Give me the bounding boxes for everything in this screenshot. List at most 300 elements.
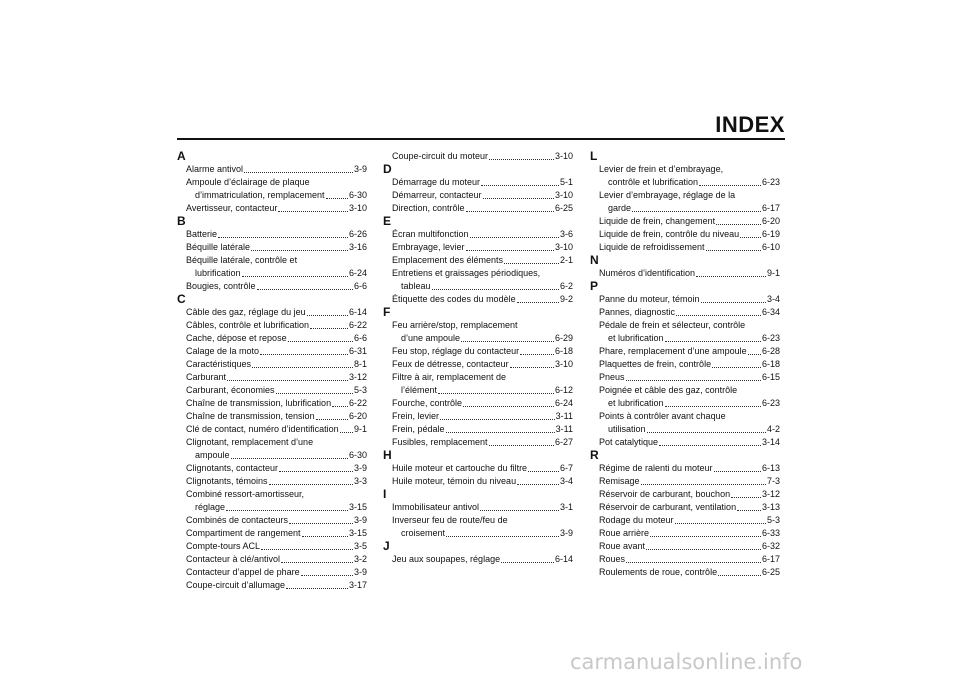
dot-leader bbox=[463, 405, 554, 407]
index-entry bbox=[177, 410, 367, 423]
index-entry-page: 6-27 bbox=[554, 437, 573, 447]
index-entry bbox=[383, 501, 573, 514]
index-entry-text: Démarrage du moteur bbox=[392, 177, 481, 187]
index-entry bbox=[590, 215, 780, 228]
index-entry-line: Poignée et câble des gaz, contrôle bbox=[599, 385, 738, 395]
index-entry-text: Frein, pédale bbox=[392, 424, 445, 434]
index-entry-text: Réservoir de carburant, bouchon bbox=[599, 489, 731, 499]
index-entry bbox=[383, 553, 573, 566]
index-entry-text: d’immatriculation, remplacement bbox=[195, 190, 325, 200]
index-column-1 bbox=[177, 150, 367, 592]
dot-leader bbox=[517, 301, 559, 303]
index-entry bbox=[590, 332, 780, 345]
index-entry-text: Embrayage, levier bbox=[392, 242, 465, 252]
index-letter-a: A bbox=[177, 149, 186, 163]
index-entry bbox=[177, 163, 367, 176]
index-entry-page: 3-9 bbox=[353, 463, 367, 473]
index-entry-page: 6-13 bbox=[761, 463, 780, 473]
index-entry-page: 6-30 bbox=[348, 190, 367, 200]
index-entry-page: 6-25 bbox=[761, 567, 780, 577]
index-entry-page: 3-9 bbox=[353, 515, 367, 525]
index-entry-text: Liquide de refroidissement bbox=[599, 242, 705, 252]
index-entry-text: garde bbox=[608, 203, 632, 213]
index-entry-text: Avertisseur, contacteur bbox=[186, 203, 278, 213]
index-entry bbox=[383, 189, 573, 202]
index-entry-page: 3-3 bbox=[353, 476, 367, 486]
index-entry-text: Roulements de roue, contrôle bbox=[599, 567, 718, 577]
index-entry-text: Contacteur à clé/antivol bbox=[186, 554, 281, 564]
dot-leader bbox=[489, 444, 554, 446]
index-entry bbox=[177, 540, 367, 553]
index-entry-page: 6-18 bbox=[761, 359, 780, 369]
dot-leader bbox=[244, 171, 353, 173]
dot-leader bbox=[446, 535, 559, 537]
index-entry-text: Clé de contact, numéro d’identification bbox=[186, 424, 339, 434]
index-entry-page: 6-18 bbox=[554, 346, 573, 356]
index-entry-text: Carburant, économies bbox=[186, 385, 275, 395]
dot-leader bbox=[466, 249, 554, 251]
index-entry-line: Clignotant, remplacement d’une bbox=[186, 437, 314, 447]
index-entry-text: Huile moteur, témoin du niveau bbox=[392, 476, 517, 486]
index-entry-line: Feu arrière/stop, remplacement bbox=[392, 320, 518, 330]
index-entry-text: Démarreur, contacteur bbox=[392, 190, 482, 200]
index-entry-text: Liquide de frein, changement bbox=[599, 216, 716, 226]
index-entry bbox=[177, 306, 367, 319]
index-letter-r: R bbox=[590, 448, 599, 462]
index-entry-page: 3-12 bbox=[348, 372, 367, 382]
index-entry-page: 6-23 bbox=[761, 333, 780, 343]
index-entry bbox=[177, 514, 367, 527]
index-entry bbox=[177, 462, 367, 475]
index-entry bbox=[177, 423, 367, 436]
index-entry bbox=[383, 423, 573, 436]
index-entry bbox=[177, 228, 367, 241]
index-entry-text: Cache, dépose et repose bbox=[186, 333, 287, 343]
index-entry bbox=[590, 345, 780, 358]
index-entry-page: 8-1 bbox=[353, 359, 367, 369]
index-entry bbox=[590, 488, 780, 501]
index-entry-text: Feu stop, réglage du contacteur bbox=[392, 346, 520, 356]
index-entry bbox=[177, 566, 367, 579]
index-entry bbox=[590, 176, 780, 189]
index-letter-f: F bbox=[383, 305, 391, 319]
index-entry-text: Roue avant bbox=[599, 541, 646, 551]
header-rule bbox=[177, 138, 785, 140]
dot-leader bbox=[641, 483, 766, 485]
index-entry bbox=[177, 501, 367, 514]
index-entry-text: Fusibles, remplacement bbox=[392, 437, 488, 447]
index-entry bbox=[383, 280, 573, 293]
dot-leader bbox=[438, 392, 554, 394]
dot-leader bbox=[446, 431, 555, 433]
index-letter-p: P bbox=[590, 279, 599, 293]
index-entry-page: 6-7 bbox=[559, 463, 573, 473]
index-entry-page: 3-10 bbox=[554, 242, 573, 252]
index-entry-text: Remisage bbox=[599, 476, 640, 486]
index-entry-page: 3-10 bbox=[554, 151, 573, 161]
index-entry-page: 3-15 bbox=[348, 528, 367, 538]
index-entry-page: 6-33 bbox=[761, 528, 780, 538]
index-entry bbox=[177, 280, 367, 293]
index-entry-page: 6-20 bbox=[348, 411, 367, 421]
index-entry bbox=[177, 449, 367, 462]
dot-leader bbox=[316, 418, 348, 420]
index-entry-text: et lubrification bbox=[608, 333, 664, 343]
index-entry-text: Béquille latérale bbox=[186, 242, 251, 252]
index-column-3 bbox=[590, 150, 780, 579]
dot-leader bbox=[276, 392, 353, 394]
index-entry-text: tableau bbox=[401, 281, 431, 291]
index-letter-c: C bbox=[177, 292, 186, 306]
index-entry-page: 3-9 bbox=[559, 528, 573, 538]
index-entry bbox=[177, 397, 367, 410]
index-entry-page: 7-3 bbox=[766, 476, 780, 486]
index-entry-text: Panne du moteur, témoin bbox=[599, 294, 700, 304]
index-entry-line: Points à contrôler avant chaque bbox=[599, 411, 726, 421]
index-entry-page: 3-6 bbox=[559, 229, 573, 239]
index-entry-line: Levier d’embrayage, réglage de la bbox=[599, 190, 736, 200]
index-entry-text: Chaîne de transmission, tension bbox=[186, 411, 315, 421]
index-entry bbox=[590, 241, 780, 254]
dot-leader bbox=[231, 457, 348, 459]
index-entry-page: 6-30 bbox=[348, 450, 367, 460]
index-entry-page: 6-6 bbox=[353, 281, 367, 291]
index-entry bbox=[177, 475, 367, 488]
index-entry-page: 6-12 bbox=[554, 385, 573, 395]
dot-leader bbox=[278, 210, 348, 212]
index-entry-text: l’élément bbox=[401, 385, 438, 395]
dot-leader bbox=[279, 470, 353, 472]
dot-leader bbox=[257, 288, 353, 290]
index-entry bbox=[383, 436, 573, 449]
index-entry-page: 3-16 bbox=[348, 242, 367, 252]
index-entry bbox=[383, 176, 573, 189]
index-entry bbox=[177, 579, 367, 592]
dot-leader bbox=[740, 236, 761, 238]
index-entry-page: 6-2 bbox=[559, 281, 573, 291]
dot-leader bbox=[481, 184, 559, 186]
index-entry-text: Câbles, contrôle et lubrification bbox=[186, 320, 310, 330]
dot-leader bbox=[466, 210, 554, 212]
dot-leader bbox=[289, 522, 353, 524]
dot-leader bbox=[528, 470, 559, 472]
index-entry-page: 3-11 bbox=[555, 424, 573, 434]
dot-leader bbox=[696, 275, 766, 277]
dot-leader bbox=[665, 405, 761, 407]
dot-leader bbox=[470, 236, 559, 238]
dot-leader bbox=[714, 470, 761, 472]
index-letter-e: E bbox=[383, 214, 392, 228]
index-entry bbox=[590, 540, 780, 553]
dot-leader bbox=[340, 431, 353, 433]
dot-leader bbox=[517, 483, 559, 485]
index-entry bbox=[177, 319, 367, 332]
index-entry-page: 3-12 bbox=[761, 489, 780, 499]
dot-leader bbox=[650, 535, 761, 537]
index-column-2 bbox=[383, 150, 573, 566]
index-entry-text: Jeu aux soupapes, réglage bbox=[392, 554, 501, 564]
index-entry-text: Étiquette des codes du modèle bbox=[392, 294, 516, 304]
dot-leader bbox=[659, 444, 761, 446]
index-entry-page: 4-2 bbox=[766, 424, 780, 434]
index-entry-page: 6-24 bbox=[348, 268, 367, 278]
dot-leader bbox=[227, 379, 348, 381]
index-entry bbox=[177, 358, 367, 371]
index-entry-page: 3-13 bbox=[761, 502, 780, 512]
dot-leader bbox=[646, 548, 761, 550]
index-entry-page: 3-15 bbox=[348, 502, 367, 512]
dot-leader bbox=[626, 379, 761, 381]
index-entry-text: Câble des gaz, réglage du jeu bbox=[186, 307, 306, 317]
dot-leader bbox=[716, 223, 761, 225]
index-letter-b: B bbox=[177, 214, 186, 228]
index-entry-text: Rodage du moteur bbox=[599, 515, 674, 525]
index-entry-text: Roues bbox=[599, 554, 626, 564]
dot-leader bbox=[332, 405, 348, 407]
dot-leader bbox=[501, 561, 554, 563]
dot-leader bbox=[302, 535, 348, 537]
index-entry-page: 6-26 bbox=[348, 229, 367, 239]
index-entry-line: Ampoule d’éclairage de plaque bbox=[186, 177, 310, 187]
dot-leader bbox=[326, 197, 348, 199]
dot-leader bbox=[301, 574, 353, 576]
index-entry bbox=[177, 241, 367, 254]
dot-leader bbox=[440, 418, 555, 420]
index-entry bbox=[590, 397, 780, 410]
dot-leader bbox=[310, 327, 348, 329]
index-entry-line: Combiné ressort-amortisseur, bbox=[186, 489, 305, 499]
dot-leader bbox=[712, 366, 761, 368]
index-entry bbox=[383, 202, 573, 215]
index-entry bbox=[590, 228, 780, 241]
dot-leader bbox=[520, 353, 554, 355]
index-entry-text: Régime de ralenti du moteur bbox=[599, 463, 713, 473]
index-entry-text: Numéros d’identification bbox=[599, 268, 696, 278]
index-entry-page: 3-10 bbox=[348, 203, 367, 213]
index-entry bbox=[177, 202, 367, 215]
index-entry bbox=[383, 345, 573, 358]
index-entry bbox=[177, 189, 367, 202]
dot-leader bbox=[731, 496, 761, 498]
index-entry-text: Coupe-circuit du moteur bbox=[392, 151, 489, 161]
dot-leader bbox=[242, 275, 348, 277]
index-entry bbox=[177, 384, 367, 397]
index-entry-text: Combinés de contacteurs bbox=[186, 515, 289, 525]
index-entry bbox=[177, 267, 367, 280]
index-entry-line: Filtre à air, remplacement de bbox=[392, 372, 507, 382]
dot-leader bbox=[288, 340, 353, 342]
index-entry bbox=[590, 436, 780, 449]
index-entry bbox=[590, 514, 780, 527]
index-entry-page: 6-17 bbox=[761, 554, 780, 564]
dot-leader bbox=[480, 509, 559, 511]
index-letter-h: H bbox=[383, 448, 392, 462]
index-entry bbox=[383, 358, 573, 371]
index-entry bbox=[590, 553, 780, 566]
index-entry-text: d’une ampoule bbox=[401, 333, 461, 343]
index-entry-page: 3-17 bbox=[348, 580, 367, 590]
watermark: carmanualsonline.info bbox=[570, 650, 803, 674]
index-entry bbox=[590, 566, 780, 579]
index-entry-text: Caractéristiques bbox=[186, 359, 252, 369]
index-entry-text: Écran multifonction bbox=[392, 229, 469, 239]
index-entry-text: Clignotants, témoins bbox=[186, 476, 268, 486]
index-entry-text: Liquide de frein, contrôle du niveau bbox=[599, 229, 740, 239]
index-entry-line: Entretiens et graissages périodiques, bbox=[392, 268, 541, 278]
index-entry-text: réglage bbox=[195, 502, 226, 512]
index-entry-page: 6-29 bbox=[554, 333, 573, 343]
dot-leader bbox=[510, 366, 554, 368]
index-entry bbox=[383, 228, 573, 241]
dot-leader bbox=[665, 340, 761, 342]
dot-leader bbox=[252, 366, 353, 368]
dot-leader bbox=[699, 184, 761, 186]
index-entry-text: contrôle et lubrification bbox=[608, 177, 699, 187]
dot-leader bbox=[260, 353, 348, 355]
index-entry bbox=[177, 371, 367, 384]
index-entry-text: Immobilisateur antivol bbox=[392, 502, 480, 512]
index-entry-page: 6-23 bbox=[761, 177, 780, 187]
index-entry-text: Huile moteur et cartouche du filtre bbox=[392, 463, 528, 473]
dot-leader bbox=[706, 249, 761, 251]
dot-leader bbox=[281, 561, 353, 563]
index-entry-text: Phare, remplacement d’une ampoule bbox=[599, 346, 747, 356]
index-entry-text: Calage de la moto bbox=[186, 346, 260, 356]
index-entry-text: Frein, levier bbox=[392, 411, 440, 421]
index-entry-text: Fourche, contrôle bbox=[392, 398, 463, 408]
index-letter-l: L bbox=[590, 149, 598, 163]
dot-leader bbox=[307, 314, 348, 316]
index-entry-text: et lubrification bbox=[608, 398, 664, 408]
index-entry-text: Pannes, diagnostic bbox=[599, 307, 676, 317]
index-entry-line: Levier de frein et d’embrayage, bbox=[599, 164, 724, 174]
index-entry-page: 6-25 bbox=[554, 203, 573, 213]
dot-leader bbox=[269, 483, 353, 485]
dot-leader bbox=[261, 548, 353, 550]
index-entry-text: Carburant bbox=[186, 372, 227, 382]
dot-leader bbox=[647, 431, 766, 433]
dot-leader bbox=[718, 574, 761, 576]
index-entry-page: 6-15 bbox=[761, 372, 780, 382]
dot-leader bbox=[737, 509, 761, 511]
dot-leader bbox=[626, 561, 761, 563]
dot-leader bbox=[432, 288, 559, 290]
index-letter-d: D bbox=[383, 162, 392, 176]
index-entry-line: Béquille latérale, contrôle et bbox=[186, 255, 298, 265]
index-entry-page: 2-1 bbox=[559, 255, 573, 265]
index-entry-text: Compartiment de rangement bbox=[186, 528, 301, 538]
index-entry-page: 6-28 bbox=[761, 346, 780, 356]
index-entry-page: 3-4 bbox=[766, 294, 780, 304]
dot-leader bbox=[504, 262, 559, 264]
index-entry-page: 6-34 bbox=[761, 307, 780, 317]
index-entry-page: 5-1 bbox=[559, 177, 573, 187]
index-entry bbox=[590, 306, 780, 319]
index-entry-page: 6-32 bbox=[761, 541, 780, 551]
index-entry-page: 6-24 bbox=[554, 398, 573, 408]
dot-leader bbox=[286, 587, 348, 589]
index-entry-text: Plaquettes de frein, contrôle bbox=[599, 359, 712, 369]
index-entry bbox=[383, 150, 573, 163]
index-entry-page: 3-9 bbox=[353, 164, 367, 174]
index-entry-page: 3-14 bbox=[761, 437, 780, 447]
dot-leader bbox=[483, 197, 554, 199]
index-entry bbox=[383, 397, 573, 410]
index-entry bbox=[590, 267, 780, 280]
index-letter-j: J bbox=[383, 539, 390, 553]
index-entry-text: Réservoir de carburant, ventilation bbox=[599, 502, 737, 512]
index-entry-page: 3-10 bbox=[554, 359, 573, 369]
index-entry-page: 6-17 bbox=[761, 203, 780, 213]
index-entry bbox=[590, 293, 780, 306]
index-entry bbox=[590, 462, 780, 475]
index-entry bbox=[383, 332, 573, 345]
dot-leader bbox=[461, 340, 554, 342]
index-entry-text: Alarme antivol bbox=[186, 164, 244, 174]
index-entry-page: 3-5 bbox=[353, 541, 367, 551]
index-entry-text: lubrification bbox=[195, 268, 241, 278]
index-entry-text: Pot catalytique bbox=[599, 437, 659, 447]
index-entry-text: Pneus bbox=[599, 372, 625, 382]
dot-leader bbox=[226, 509, 348, 511]
index-entry-line: Inverseur feu de route/feu de bbox=[392, 515, 508, 525]
index-entry-page: 6-6 bbox=[353, 333, 367, 343]
index-entry-text: utilisation bbox=[608, 424, 646, 434]
index-entry bbox=[177, 527, 367, 540]
index-entry bbox=[590, 475, 780, 488]
index-entry bbox=[383, 475, 573, 488]
dot-leader bbox=[701, 301, 766, 303]
index-entry bbox=[383, 293, 573, 306]
index-entry-text: Clignotants, contacteur bbox=[186, 463, 279, 473]
index-entry-text: Coupe-circuit d’allumage bbox=[186, 580, 286, 590]
index-entry bbox=[383, 254, 573, 267]
index-entry-text: Chaîne de transmission, lubrification bbox=[186, 398, 332, 408]
dot-leader bbox=[748, 353, 761, 355]
index-entry-text: Contacteur d’appel de phare bbox=[186, 567, 300, 577]
index-entry-text: Feux de détresse, contacteur bbox=[392, 359, 509, 369]
index-entry bbox=[383, 462, 573, 475]
index-entry-line: Pédale de frein et sélecteur, contrôle bbox=[599, 320, 746, 330]
index-entry bbox=[590, 202, 780, 215]
index-entry-page: 9-1 bbox=[353, 424, 367, 434]
index-entry bbox=[590, 358, 780, 371]
index-entry bbox=[590, 371, 780, 384]
index-entry bbox=[177, 332, 367, 345]
index-entry-text: croisement bbox=[401, 528, 446, 538]
index-letter-i: I bbox=[383, 487, 387, 501]
index-entry bbox=[383, 241, 573, 254]
index-entry-page: 6-20 bbox=[761, 216, 780, 226]
index-entry-page: 6-22 bbox=[348, 320, 367, 330]
dot-leader bbox=[218, 236, 348, 238]
index-entry-page: 6-19 bbox=[761, 229, 780, 239]
index-entry-text: Compte-tours ACL bbox=[186, 541, 261, 551]
index-letter-n: N bbox=[590, 253, 599, 267]
index-entry-page: 5-3 bbox=[766, 515, 780, 525]
dot-leader bbox=[251, 249, 348, 251]
index-entry-text: Direction, contrôle bbox=[392, 203, 465, 213]
dot-leader bbox=[676, 314, 761, 316]
index-entry-page: 3-4 bbox=[559, 476, 573, 486]
index-entry-page: 6-14 bbox=[554, 554, 573, 564]
index-entry-page: 3-2 bbox=[353, 554, 367, 564]
index-entry-page: 6-23 bbox=[761, 398, 780, 408]
dot-leader bbox=[632, 210, 761, 212]
index-entry-page: 3-11 bbox=[555, 411, 573, 421]
index-entry-text: Batterie bbox=[186, 229, 218, 239]
index-entry-page: 3-9 bbox=[353, 567, 367, 577]
